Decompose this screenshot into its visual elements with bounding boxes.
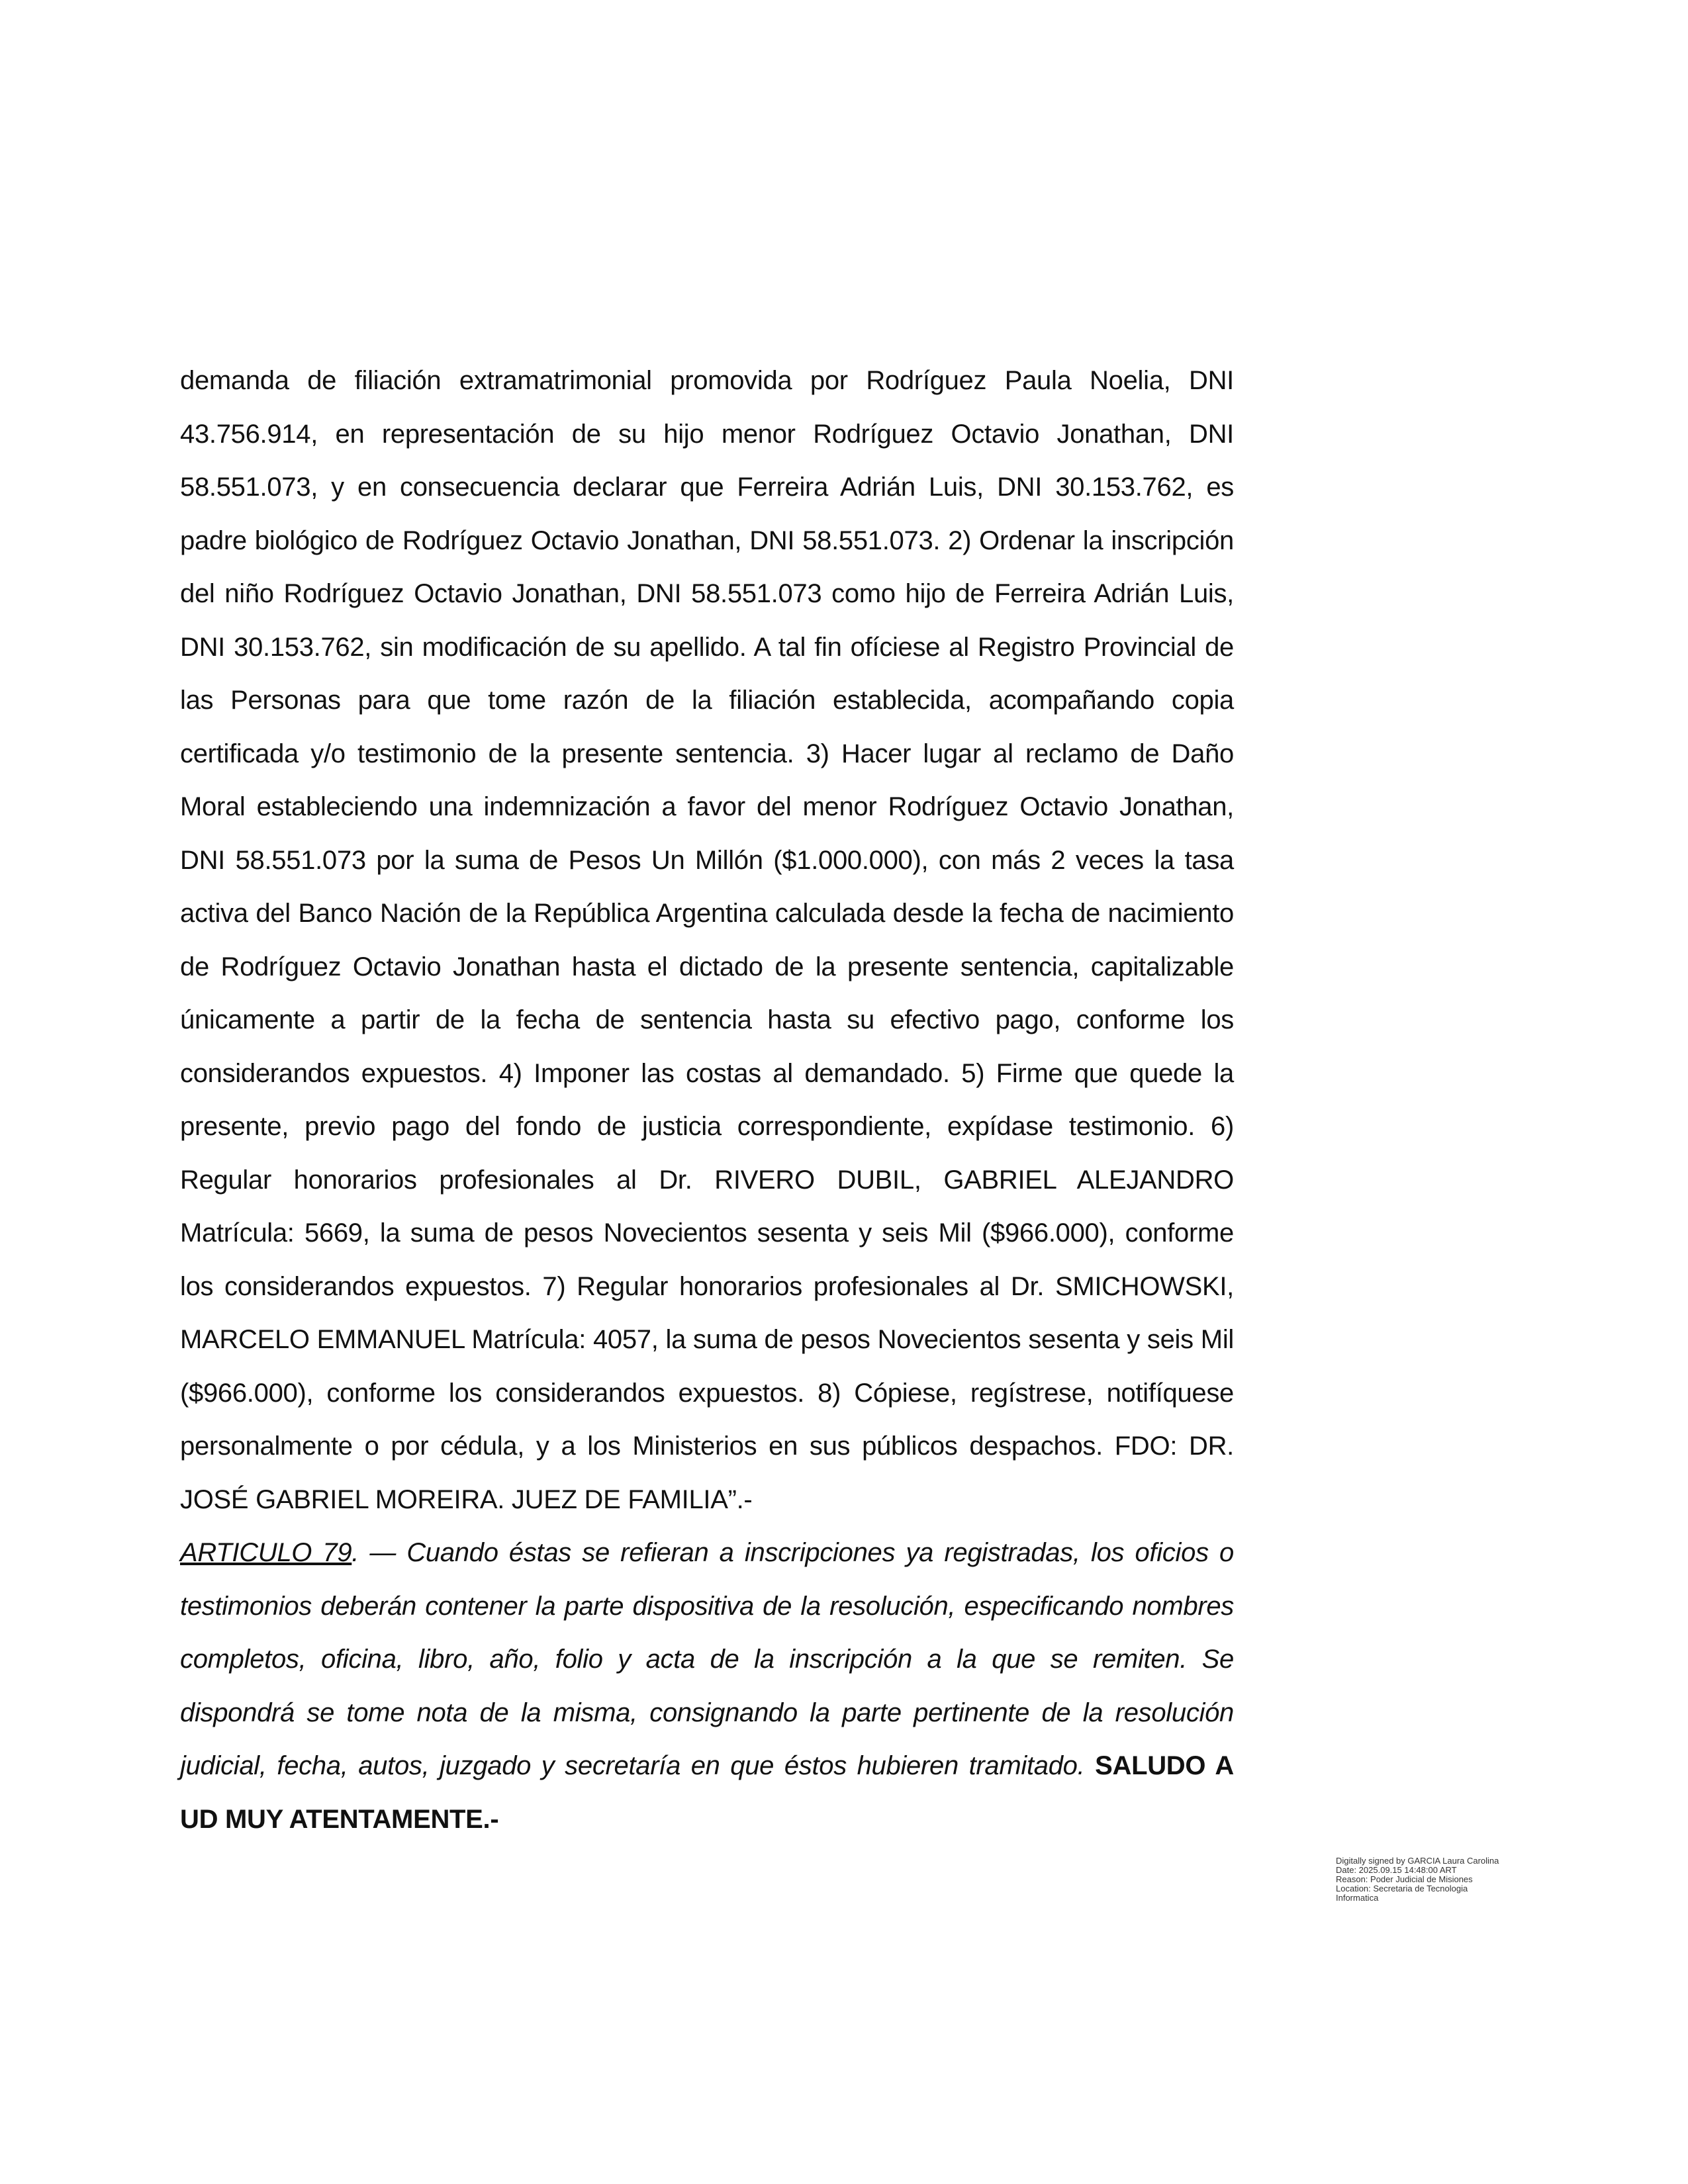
signature-signer: Digitally signed by GARCIA Laura Carolina — [1336, 1856, 1499, 1866]
document-body — [180, 354, 1234, 1846]
main-paragraph: demanda de filiación extramatrimonial promovida por Rodríguez Paula Noelia, DNI 43.756.914, en representación de su hijo menor Rodríguez Octavio Jonathan, DNI 58.551.073, y en consecuencia declarar que Ferreira Adrián Luis, DNI 30.153.762, es padre biológico de Rodríguez Octavio Jonathan, DNI 58.551.073. 2) Ordenar la inscripción del niño Rodríguez Octavio Jonathan, DNI 58.551.073 como hijo de Ferreira Adrián Luis, DNI 30.153.762, sin modificación de su apellido. A tal fin ofíciese al Registro Provincial de las Personas para que tome razón de la filiación establecida, acompañando copia certificada y/o testimonio de la presente sentencia. 3) Hacer lugar al reclamo de Daño Moral estableciendo una indemnización a favor del menor Rodríguez Octavio Jonathan, DNI 58.551.073 por la suma de Pesos Un Millón ($1.000.000), con más 2 veces la tasa activa del Banco Nación de la República Argentina calculada desde la fecha de nacimiento de Rodríguez Octavio Jonathan hasta el dictado de la presente sentencia, capitalizable únicamente a partir de la fecha de sentencia hasta su efectivo pago, conforme los considerandos expuestos. 4) Imponer las costas al demandado. 5) Firme que quede la presente, previo pago del fondo de justicia correspondiente, expídase testimonio. 6) Regular honorarios profesionales al Dr. RIVERO DUBIL, GABRIEL ALEJANDRO Matrícula: 5669, la suma de pesos Novecientos sesenta y seis Mil ($966.000), conforme los considerandos expuestos. 7) Regular honorarios profesionales al Dr. SMICHOWSKI, MARCELO EMMANUEL Matrícula: 4057, la suma de pesos Novecientos sesenta y seis Mil ($966.000), conforme los considerandos expuestos. 8) Cópiese, regístrese, notifíquese personalmente o por cédula, y a los Ministerios en sus públicos despachos. FDO: DR. JOSÉ GABRIEL MOREIRA. JUEZ DE FAMILIA”.- — [180, 366, 1234, 1514]
signature-location: Location: Secretaria de Tecnologia — [1336, 1884, 1468, 1893]
digital-signature — [1336, 1856, 1554, 1903]
article-paragraph — [180, 1526, 1234, 1846]
closing-salutation: SALUDO A UD MUY ATENTAMENTE.- — [180, 1751, 1234, 1834]
signature-date: Date: 2025.09.15 14:48:00 ART — [1336, 1865, 1457, 1875]
article-reference: ARTICULO 79 — [180, 1538, 352, 1567]
article-text: . — Cuando éstas se refieran a inscripciones ya registradas, los oficios o testimonios deberán contener la parte dispositiva de la resolución, especificando nombres completos, oficina, libro, año, folio y acta de la inscripción a la que se remiten. Se dispondrá se tome nota de la misma, consignando la parte pertinente de la resolución judicial, fecha, autos, juzgado y secretaría en que éstos hubieren tramitado. — [180, 1538, 1234, 1780]
signature-location-cont: Informatica — [1336, 1893, 1379, 1903]
signature-reason: Reason: Poder Judicial de Misiones — [1336, 1874, 1473, 1884]
